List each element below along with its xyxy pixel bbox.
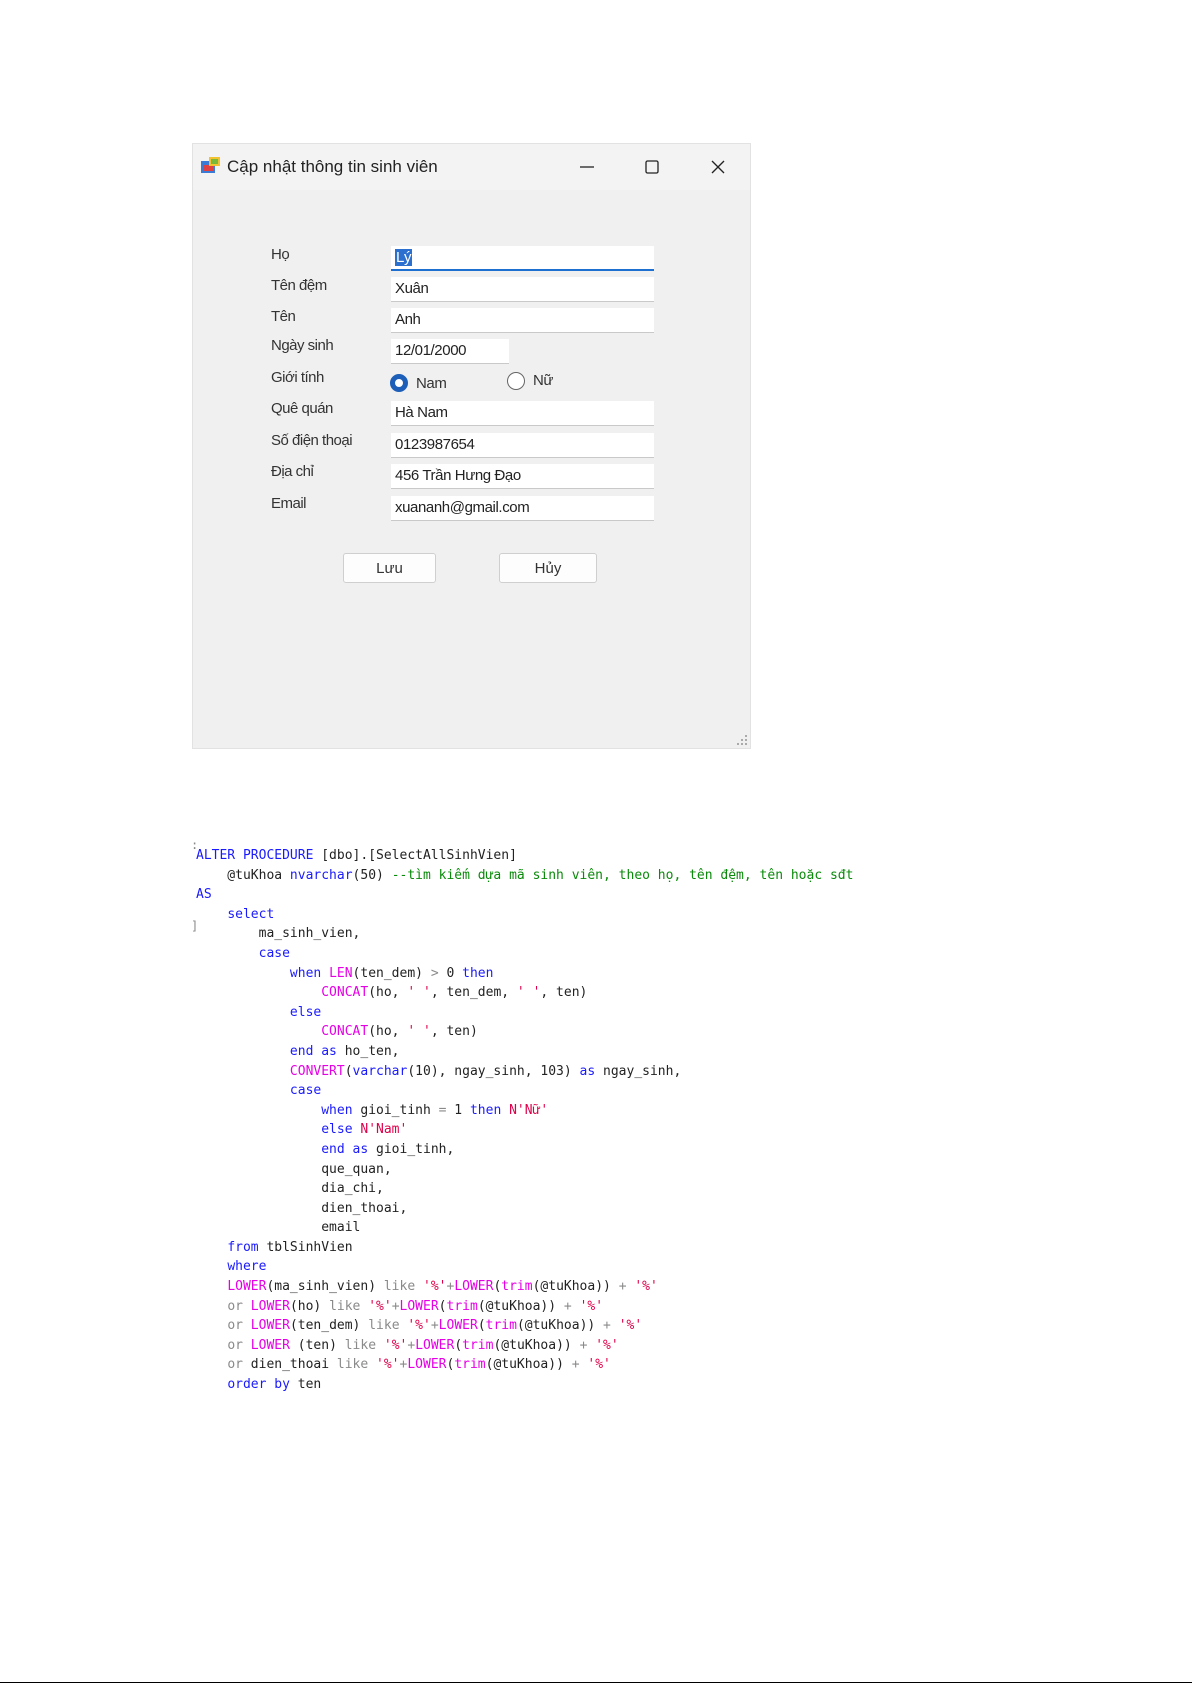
code-token: when: [321, 1102, 361, 1118]
code-token: [196, 1044, 290, 1059]
code-token: LOWER: [250, 1298, 290, 1314]
code-token: trim: [446, 1298, 478, 1314]
code-token: (ten): [289, 1337, 345, 1353]
code-token: [196, 1103, 321, 1118]
code-token: N'Nam': [360, 1122, 408, 1138]
code-line: [196, 1238, 853, 1258]
code-token: when: [289, 965, 330, 981]
code-token: dia_chi,: [196, 1181, 384, 1197]
code-line: [196, 1140, 853, 1160]
code-token: (ten_dem): [289, 1318, 369, 1334]
code-line: [196, 885, 853, 905]
window-title: Cập nhật thông tin sinh viên: [227, 157, 438, 176]
code-token: dien_thoai,: [196, 1200, 408, 1216]
gender-female-label[interactable]: Nữ: [533, 372, 554, 389]
code-token: (@tuKhoa)): [532, 1279, 619, 1295]
code-line: [196, 1297, 853, 1317]
code-token: (@tuKhoa)): [485, 1357, 572, 1373]
code-token: (ho,: [368, 985, 408, 1001]
code-token: que_quan,: [196, 1161, 392, 1177]
code-token: (: [438, 1298, 447, 1314]
code-token: '%': [368, 1298, 392, 1314]
code-line: [196, 924, 853, 944]
code-line: [196, 1277, 853, 1297]
gender-male-label[interactable]: Nam: [416, 375, 447, 392]
code-token: (@tuKhoa)): [477, 1298, 564, 1314]
code-line: [196, 1081, 853, 1101]
code-token: LOWER: [407, 1357, 447, 1373]
code-token: [196, 1142, 321, 1157]
minimize-button[interactable]: [565, 152, 609, 182]
code-token: +: [446, 1279, 455, 1295]
code-token: [196, 907, 227, 922]
code-token: (50): [352, 867, 392, 883]
code-token: trim: [501, 1279, 533, 1295]
code-token: end as: [289, 1043, 345, 1059]
code-token: like: [336, 1357, 377, 1373]
code-token: dien_thoai: [250, 1357, 337, 1373]
code-token: [196, 1240, 227, 1255]
code-token: [196, 1083, 290, 1098]
code-token: gioi_tinh: [360, 1102, 439, 1118]
code-token: [196, 1318, 227, 1333]
code-token: (: [446, 1357, 455, 1373]
code-token: else: [289, 1004, 322, 1020]
code-token: --tìm kiếm dựa mã sinh viên, theo họ, tên đệm, tên hoặc sđt: [391, 867, 854, 883]
email-field[interactable]: xuananh@gmail.com: [391, 496, 654, 521]
code-token: ALTER PROCEDURE: [196, 848, 322, 863]
student-update-window: [192, 143, 751, 749]
code-line: [196, 1179, 853, 1199]
code-token: LOWER: [415, 1337, 455, 1353]
code-line: [196, 1160, 853, 1180]
code-line: [196, 1316, 853, 1336]
code-token: [196, 1024, 321, 1039]
code-line: [196, 1120, 853, 1140]
code-token: N'Nữ': [509, 1102, 549, 1118]
resize-grip-icon[interactable]: [736, 734, 748, 746]
code-token: like: [344, 1337, 384, 1353]
code-line: [196, 964, 853, 984]
close-button[interactable]: [696, 152, 740, 182]
code-token: [196, 1338, 227, 1353]
code-token: (ma_sinh_vien): [266, 1279, 384, 1295]
code-token: ho_ten,: [344, 1043, 400, 1059]
code-token: then: [469, 1102, 510, 1118]
code-token: [dbo].[SelectAllSinhVien]: [321, 848, 517, 863]
code-token: [196, 1279, 227, 1294]
code-token: ' ': [407, 985, 431, 1001]
code-token: , ten_dem,: [430, 985, 517, 1001]
code-line: [196, 1375, 853, 1395]
code-line: [196, 905, 853, 925]
code-token: select: [227, 906, 275, 922]
code-token: LEN: [329, 965, 353, 981]
code-token: then: [462, 965, 494, 981]
dia-chi-field[interactable]: 456 Trần Hưng Đạo: [391, 464, 654, 489]
code-token: ten: [297, 1377, 322, 1393]
code-token: 0: [438, 965, 463, 981]
code-token: LOWER: [250, 1318, 290, 1334]
code-token: [196, 1122, 321, 1137]
code-token: gioi_tinh,: [376, 1141, 455, 1157]
code-token: or: [227, 1337, 251, 1353]
page-bottom-rule: [0, 1682, 1192, 1683]
maximize-icon: [644, 159, 660, 175]
code-token: like: [329, 1298, 369, 1314]
code-token: varchar: [352, 1063, 408, 1079]
code-token: +: [618, 1279, 627, 1295]
code-token: >: [430, 965, 439, 981]
label-so-dien-thoai: Số điện thoại: [271, 432, 353, 449]
maximize-button[interactable]: [630, 152, 674, 182]
que-quan-field[interactable]: Hà Nam: [391, 401, 654, 426]
code-token: '%': [595, 1337, 619, 1353]
code-token: '%': [634, 1279, 658, 1295]
code-token: +: [603, 1318, 611, 1334]
fold-marker: :: [191, 838, 199, 852]
label-dia-chi: Địa chỉ: [271, 463, 314, 480]
code-token: trim: [485, 1318, 517, 1334]
code-token: (ho,: [368, 1024, 408, 1040]
code-token: '%': [587, 1357, 611, 1373]
code-token: LOWER: [399, 1298, 439, 1314]
label-ho: Họ: [271, 246, 290, 263]
code-token: else: [321, 1122, 361, 1138]
code-token: order by: [227, 1377, 298, 1393]
code-token: from: [227, 1239, 267, 1255]
code-token: (: [493, 1279, 502, 1295]
code-token: or: [227, 1298, 251, 1314]
code-line: [196, 1003, 853, 1023]
code-token: LOWER: [227, 1279, 267, 1295]
code-token: +: [391, 1298, 400, 1314]
code-token: LOWER: [438, 1318, 478, 1334]
so-dien-thoai-field[interactable]: 0123987654: [391, 433, 654, 458]
code-token: LOWER: [250, 1337, 290, 1353]
code-token: [196, 1064, 290, 1079]
code-line: [196, 1355, 853, 1375]
code-token: , ten): [430, 1024, 478, 1040]
code-token: @tuKhoa: [196, 867, 290, 883]
code-token: +: [399, 1357, 408, 1373]
label-email: Email: [271, 495, 307, 512]
code-token: case: [258, 945, 290, 961]
code-token: LOWER: [454, 1279, 494, 1295]
ho-field[interactable]: [391, 246, 654, 271]
code-token: [196, 1005, 290, 1020]
code-token: end as: [321, 1141, 377, 1157]
code-token: '%': [423, 1279, 447, 1295]
code-token: (@tuKhoa)): [493, 1337, 580, 1353]
code-token: +: [407, 1337, 416, 1353]
code-token: [196, 985, 321, 1000]
code-token: (ho): [289, 1298, 330, 1314]
code-line: [196, 846, 853, 866]
code-token: ' ': [516, 985, 541, 1001]
code-token: trim: [462, 1337, 494, 1353]
ten-dem-field[interactable]: Xuân: [391, 277, 654, 302]
code-token: like: [368, 1318, 408, 1334]
ho-value: Lý: [396, 249, 412, 266]
gender-male-radio[interactable]: [390, 374, 408, 392]
gender-female-radio[interactable]: [507, 372, 525, 390]
code-token: like: [383, 1279, 423, 1295]
code-token: [196, 966, 290, 981]
code-token: CONVERT: [289, 1063, 345, 1079]
code-token: tblSinhVien: [266, 1239, 353, 1255]
code-line: [196, 1257, 853, 1277]
code-line: [196, 1022, 853, 1042]
code-token: or: [227, 1357, 251, 1373]
code-line: [196, 866, 853, 886]
label-que-quan: Quê quán: [271, 400, 333, 417]
label-gioi-tinh: Giới tính: [271, 369, 324, 386]
code-token: '%': [376, 1357, 400, 1373]
code-token: or: [227, 1318, 251, 1334]
code-token: ngay_sinh,: [603, 1063, 682, 1079]
code-token: (ten_dem): [352, 965, 431, 981]
code-token: as: [579, 1063, 604, 1079]
code-token: '%': [383, 1337, 408, 1353]
code-token: (10), ngay_sinh, 103): [407, 1063, 580, 1079]
ten-field[interactable]: Anh: [391, 308, 654, 333]
title-bar[interactable]: [193, 144, 750, 190]
code-token: nvarchar: [289, 867, 353, 883]
code-token: trim: [454, 1357, 486, 1373]
code-token: (: [454, 1337, 463, 1353]
code-token: 1: [446, 1102, 470, 1118]
sql-code-block: [196, 846, 853, 1395]
label-ngay-sinh: Ngày sinh: [271, 337, 334, 354]
save-button[interactable]: Lưu: [343, 553, 436, 583]
app-icon: [201, 157, 221, 175]
code-token: [196, 1377, 227, 1392]
code-token: +: [430, 1318, 439, 1334]
code-token: AS: [196, 887, 212, 903]
minimize-icon: [579, 159, 595, 175]
code-token: [196, 1357, 227, 1372]
code-token: , ten): [540, 985, 588, 1001]
code-token: '%': [579, 1298, 604, 1314]
code-token: email: [196, 1220, 361, 1236]
code-line: [196, 944, 853, 964]
code-token: where: [227, 1259, 267, 1275]
code-token: '%': [618, 1318, 643, 1334]
code-line: [196, 1062, 853, 1082]
code-token: CONCAT: [321, 1024, 369, 1040]
code-token: [196, 946, 259, 961]
code-token: [572, 1299, 580, 1314]
code-token: +: [571, 1357, 580, 1373]
code-token: [196, 1259, 227, 1274]
label-ten: Tên: [271, 308, 296, 325]
code-token: +: [579, 1337, 588, 1353]
code-token: ma_sinh_vien,: [196, 926, 361, 942]
fold-marker: ]: [191, 919, 199, 933]
code-token: [611, 1318, 619, 1333]
code-token: +: [563, 1298, 572, 1314]
code-token: (: [344, 1063, 353, 1079]
code-line: [196, 1199, 853, 1219]
code-token: ' ': [407, 1024, 431, 1040]
code-token: CONCAT: [321, 985, 369, 1001]
code-token: case: [289, 1083, 322, 1099]
code-line: [196, 983, 853, 1003]
code-token: '%': [407, 1318, 431, 1334]
cancel-button[interactable]: Hủy: [499, 553, 597, 583]
code-line: [196, 1336, 853, 1356]
close-icon: [710, 159, 726, 175]
code-line: [196, 1101, 853, 1121]
code-token: [196, 1299, 227, 1314]
code-line: [196, 1042, 853, 1062]
code-token: (: [477, 1318, 486, 1334]
code-token: =: [438, 1102, 447, 1118]
code-line: [196, 1218, 853, 1238]
label-ten-dem: Tên đệm: [271, 277, 327, 294]
ngay-sinh-field[interactable]: 12/01/2000: [391, 339, 509, 364]
code-token: (@tuKhoa)): [516, 1318, 604, 1334]
